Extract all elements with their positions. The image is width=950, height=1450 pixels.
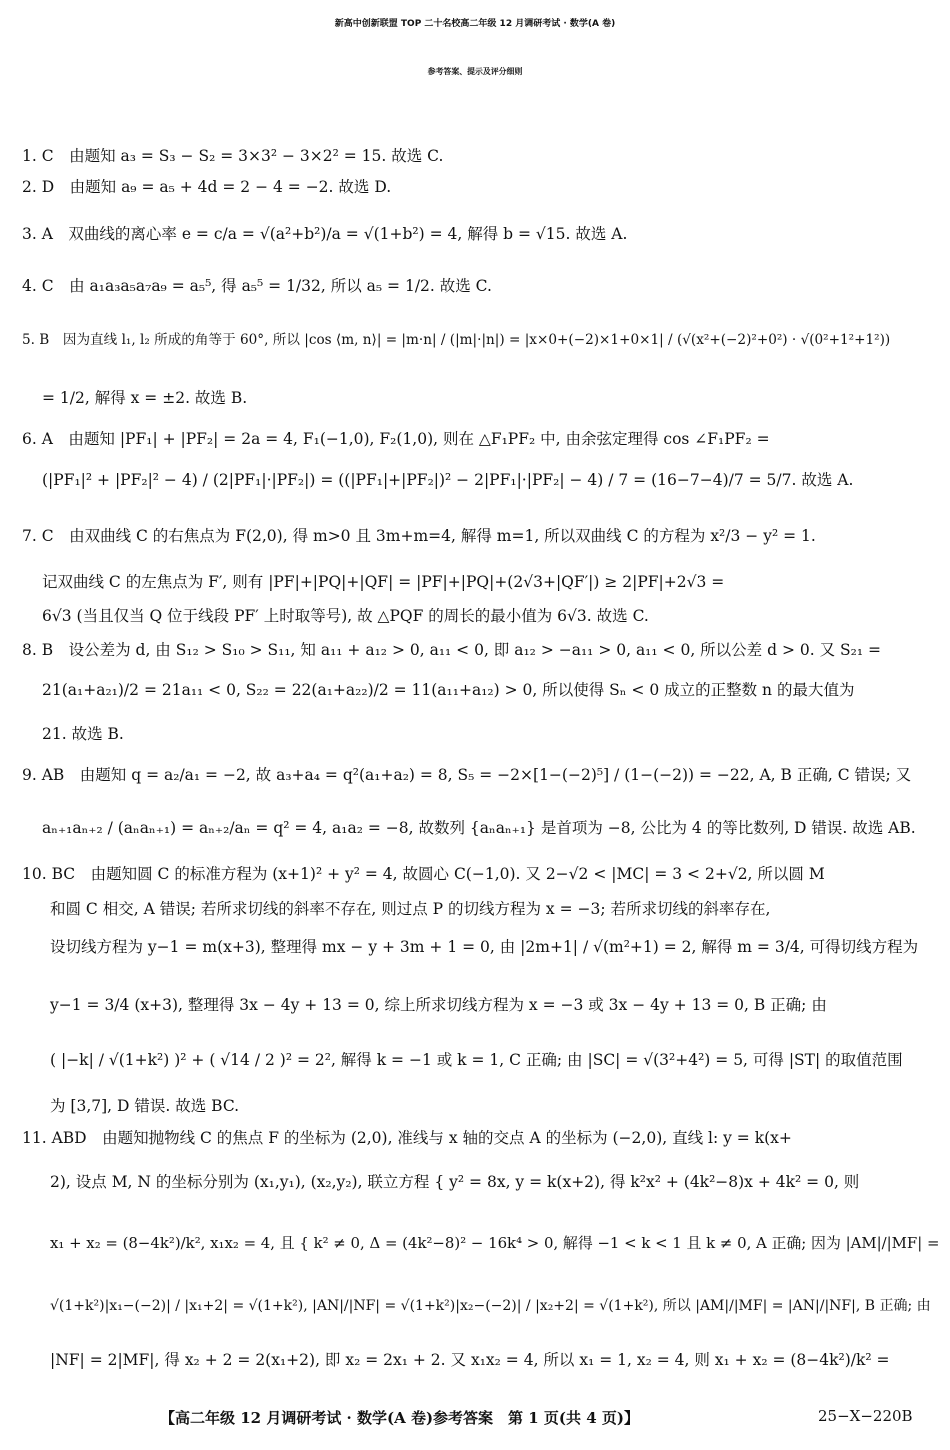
answer-line: 和圆 C 相交, A 错误; 若所求切线的斜率不存在, 则过点 P 的切线方程为 x = −3; 若所求切线的斜率存在, [50, 900, 771, 918]
answer-line: 21. 故选 B. [42, 725, 124, 743]
answer-line: y−1 = 3/4 (x+3), 整理得 3x − 4y + 13 = 0, 综上所求切线方程为 x = −3 或 3x − 4y + 13 = 0, B 正确; 由 [50, 996, 827, 1014]
answer-line: 7. C 由双曲线 C 的右焦点为 F(2,0), 得 m>0 且 3m+m=4, 解得 m=1, 所以双曲线 C 的方程为 x²/3 − y² = 1. [22, 527, 816, 545]
answer-line: x₁ + x₂ = (8−4k²)/k², x₁x₂ = 4, 且 { k² ≠ 0, Δ = (4k²−8)² − 16k⁴ > 0, 解得 −1 < k < 1 且 k ≠ 0, A 正确; 因为 |AM|/|MF| = [50, 1234, 940, 1252]
page-title: 新高中创新联盟 TOP 二十名校高二年级 12 月调研考试 · 数学(A 卷) [334, 19, 616, 29]
answer-line: 记双曲线 C 的左焦点为 F′, 则有 |PF|+|PQ|+|QF| = |PF|+|PQ|+(2√3+|QF′|) ≥ 2|PF|+2√3 = [42, 573, 725, 591]
footer-page-info: 【高二年级 12 月调研考试 · 数学(A 卷)参考答案 第 1 页(共 4 页)】 [160, 1409, 639, 1427]
answer-line: 1. C 由题知 a₃ = S₃ − S₂ = 3×3² − 3×2² = 15. 故选 C. [22, 147, 444, 165]
answer-line: 8. B 设公差为 d, 由 S₁₂ > S₁₀ > S₁₁, 知 a₁₁ + a₁₂ > 0, a₁₁ < 0, 即 a₁₂ > −a₁₁ > 0, a₁₁ < 0, 所以公差 d > 0. 又 S₂₁ = [22, 641, 881, 659]
answer-line: ( |−k| / √(1+k²) )² + ( √14 / 2 )² = 2², 解得 k = −1 或 k = 1, C 正确; 由 |SC| = √(3²+4²) = 5, 可得 |ST| 的取值范围 [50, 1051, 903, 1069]
answer-line: |NF| = 2|MF|, 得 x₂ + 2 = 2(x₁+2), 即 x₂ = 2x₁ + 2. 又 x₁x₂ = 4, 所以 x₁ = 1, x₂ = 4, 则 x₁ + x₂ = (8−4k²)/k² = [50, 1351, 890, 1369]
answer-line: = 1/2, 解得 x = ±2. 故选 B. [42, 389, 248, 407]
footer-code: 25−X−220B [818, 1407, 913, 1425]
page-subtitle: 参考答案、提示及评分细则 [427, 67, 523, 76]
answer-line: 5. B 因为直线 l₁, l₂ 所成的角等于 60°, 所以 |cos ⟨m, n⟩| = |m·n| / (|m|·|n|) = |x×0+(−2)×1+0×1| / (√(x²+(−2)²+0²) · √(0²+1²+1²)) [22, 332, 891, 348]
answer-line: (|PF₁|² + |PF₂|² − 4) / (2|PF₁|·|PF₂|) = ((|PF₁|+|PF₂|)² − 2|PF₁|·|PF₂| − 4) / 7 = (16−7−4)/7 = 5/7. 故选 A. [42, 471, 854, 489]
answer-line: 为 [3,7], D 错误. 故选 BC. [50, 1097, 240, 1115]
answer-line: 11. ABD 由题知抛物线 C 的焦点 F 的坐标为 (2,0), 准线与 x 轴的交点 A 的坐标为 (−2,0), 直线 l: y = k(x+ [22, 1129, 792, 1147]
answer-line: 3. A 双曲线的离心率 e = c/a = √(a²+b²)/a = √(1+b²) = 4, 解得 b = √15. 故选 A. [22, 225, 628, 243]
answer-line: 9. AB 由题知 q = a₂/a₁ = −2, 故 a₃+a₄ = q²(a₁+a₂) = 8, S₅ = −2×[1−(−2)⁵] / (1−(−2)) = −22, A, B 正确, C 错误; 又 [22, 766, 912, 784]
answer-line: 2. D 由题知 a₉ = a₅ + 4d = 2 − 4 = −2. 故选 D. [22, 178, 392, 196]
answer-line: 6√3 (当且仅当 Q 位于线段 PF′ 上时取等号), 故 △PQF 的周长的最小值为 6√3. 故选 C. [42, 607, 649, 625]
answer-line: 10. BC 由题知圆 C 的标准方程为 (x+1)² + y² = 4, 故圆心 C(−1,0). 又 2−√2 < |MC| = 3 < 2+√2, 所以圆 M [22, 865, 825, 883]
answer-line: 2), 设点 M, N 的坐标分别为 (x₁,y₁), (x₂,y₂), 联立方程 { y² = 8x, y = k(x+2), 得 k²x² + (4k²−8)x + 4k² = 0, 则 [50, 1173, 860, 1191]
answer-line: aₙ₊₁aₙ₊₂ / (aₙaₙ₊₁) = aₙ₊₂/aₙ = q² = 4, a₁a₂ = −8, 故数列 {aₙaₙ₊₁} 是首项为 −8, 公比为 4 的等比数列, D 错误. 故选 AB. [42, 819, 916, 837]
answer-line: √(1+k²)|x₁−(−2)| / |x₁+2| = √(1+k²), |AN|/|NF| = √(1+k²)|x₂−(−2)| / |x₂+2| = √(1+k²), 所以 |AM|/|MF| = |AN|/|NF|, B 正确; 由 [50, 1298, 931, 1314]
answer-line: 6. A 由题知 |PF₁| + |PF₂| = 2a = 4, F₁(−1,0), F₂(1,0), 则在 △F₁PF₂ 中, 由余弦定理得 cos ∠F₁PF₂ = [22, 430, 770, 448]
answer-line: 21(a₁+a₂₁)/2 = 21a₁₁ < 0, S₂₂ = 22(a₁+a₂₂)/2 = 11(a₁₁+a₁₂) > 0, 所以使得 Sₙ < 0 成立的正整数 n 的最大值为 [42, 681, 855, 699]
answer-line: 4. C 由 a₁a₃a₅a₇a₉ = a₅⁵, 得 a₅⁵ = 1/32, 所以 a₅ = 1/2. 故选 C. [22, 277, 492, 295]
answer-line: 设切线方程为 y−1 = m(x+3), 整理得 mx − y + 3m + 1 = 0, 由 |2m+1| / √(m²+1) = 2, 解得 m = 3/4, 可得切线方程为 [50, 938, 919, 956]
